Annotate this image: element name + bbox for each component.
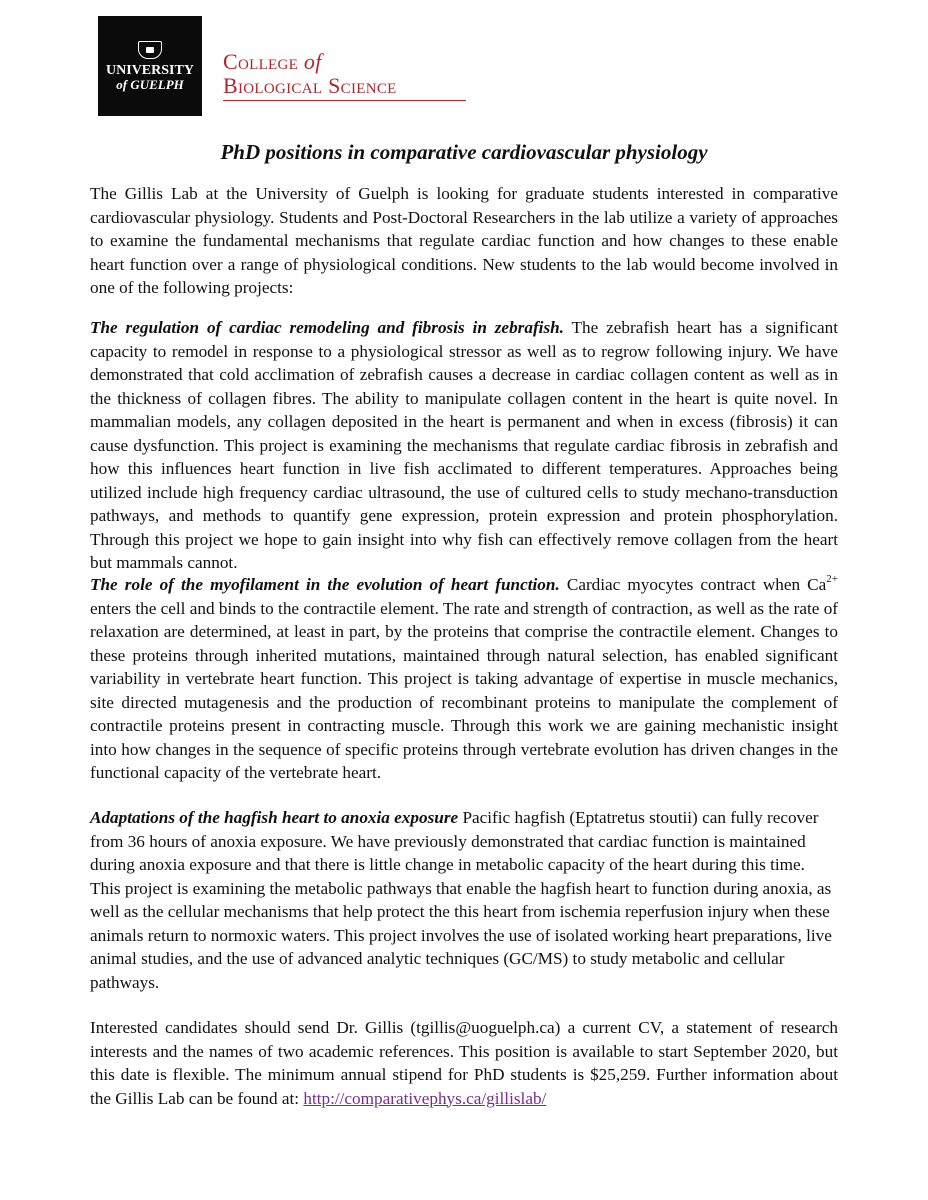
college-of: of [303,49,322,74]
university-name-line2: of GUELPH [116,76,184,92]
university-name-line1: UNIVERSITY [106,62,194,78]
intro-paragraph: The Gillis Lab at the University of Guelph is looking for graduate students interested in comparative cardiovascular physiology. Students and Post-Doctoral Researchers in the lab utilize a variety of approaches to examine the fundamental mechanisms that regulate cardiac function and how changes to these enable heart function over a range of physiological conditions. New students to the lab would become involved in one of the following projects: [90,184,838,297]
project-myofilament-text-b: enters the cell and binds to the contractile element. The rate and strength of contraction, as well as the rate of relaxation are determined, at least in part, by the proteins that comprise the contractile element. Changes to these proteins through inherited mutations, maintained through natural selection, has enabled significant variability in vertebrate heart function. This project is taking advantage of expertise in muscle mechanics, site directed mutagenesis and the production of recombinant proteins to manipulate the complement of contractile proteins present in contracting muscle. Through this work we are gaining mechanistic insight into how changes in the sequence of specific proteins through vertebrate evolution has driven changes in the functional capacity of the vertebrate heart. [90,598,839,782]
project-myofilament-heading: The role of the myofilament in the evolution of heart function. [90,575,560,594]
header-logo [98,16,478,116]
project-zebrafish-heading: The regulation of cardiac remodeling and fibrosis in zebrafish. [90,318,564,337]
project-myofilament-text-a: Cardiac myocytes contract when Ca [559,575,827,594]
project-zebrafish-text: The zebrafish heart has a significant capacity to remodel in response to a physiological stressor as well as to regrow following injury. We have demonstrated that cold acclimation of zebrafish causes a decrease in cardiac collagen content as well as in the thickness of collagen fibres. The ability to manipulate collagen content in the heart is quite novel. In mammalian models, any collagen deposited in the heart is permanent and when in excess (fibrosis) it can cause dysfunction. This project is examining the mechanisms that regulate cardiac fibrosis in zebrafish and how this influences heart function in live fish acclimated to different temperatures. Approaches being utilized include high frequency cardiac ultrasound, the use of cultured cells to study mechano-transduction pathways, and methods to quantify gene expression, protein expression and protein phosphorylation. Through this project we hope to gain insight into why fish can effectively remove collagen from the heart but mammals cannot. [90,318,838,572]
application-paragraph [90,1016,838,1110]
application-text: Interested candidates should send Dr. Gillis (tgillis@uoguelph.ca) a current CV, a statement of research interests and the names of two academic references. This position is available to start September 2020, but this date is flexible. The minimum annual stipend for PhD students is $25,259. Further information about the Gillis Lab can be found at: [90,1018,838,1108]
project-hagfish-heading: Adaptations of the hagfish heart to anoxia exposure [90,808,459,827]
page-title: PhD positions in comparative cardiovascular physiology [220,140,708,164]
gillis-lab-link[interactable]: http://comparativephys.ca/gillislab/ [303,1088,547,1108]
college-line2: Biological Science [223,73,397,98]
project-zebrafish-paragraph [90,316,838,575]
college-line1: College [223,49,299,74]
university-logo [98,16,202,116]
project-hagfish-text: Pacific hagfish (Eptatretus stoutii) can fully recover from 36 hours of anoxia exposure. We have previously demonstrated that cardiac function is maintained during anoxia exposure and that there is little change in metabolic capacity of the heart during this time. This project is examining the metabolic pathways that enable the hagfish heart to function during anoxia, as well as the cellular mechanisms that help protect the this heart from ischemia reperfusion injury when these animals return to normoxic waters. This project involves the use of isolated working heart preparations, live animal studies, and the use of advanced analytic techniques (GC/MS) to study metabolic and cellular pathways. [90,808,832,992]
project-hagfish-paragraph [90,806,838,994]
project-myofilament-paragraph [90,573,838,785]
crest-icon [138,41,162,59]
college-name [223,50,466,101]
calcium-superscript: 2+ [826,573,838,585]
